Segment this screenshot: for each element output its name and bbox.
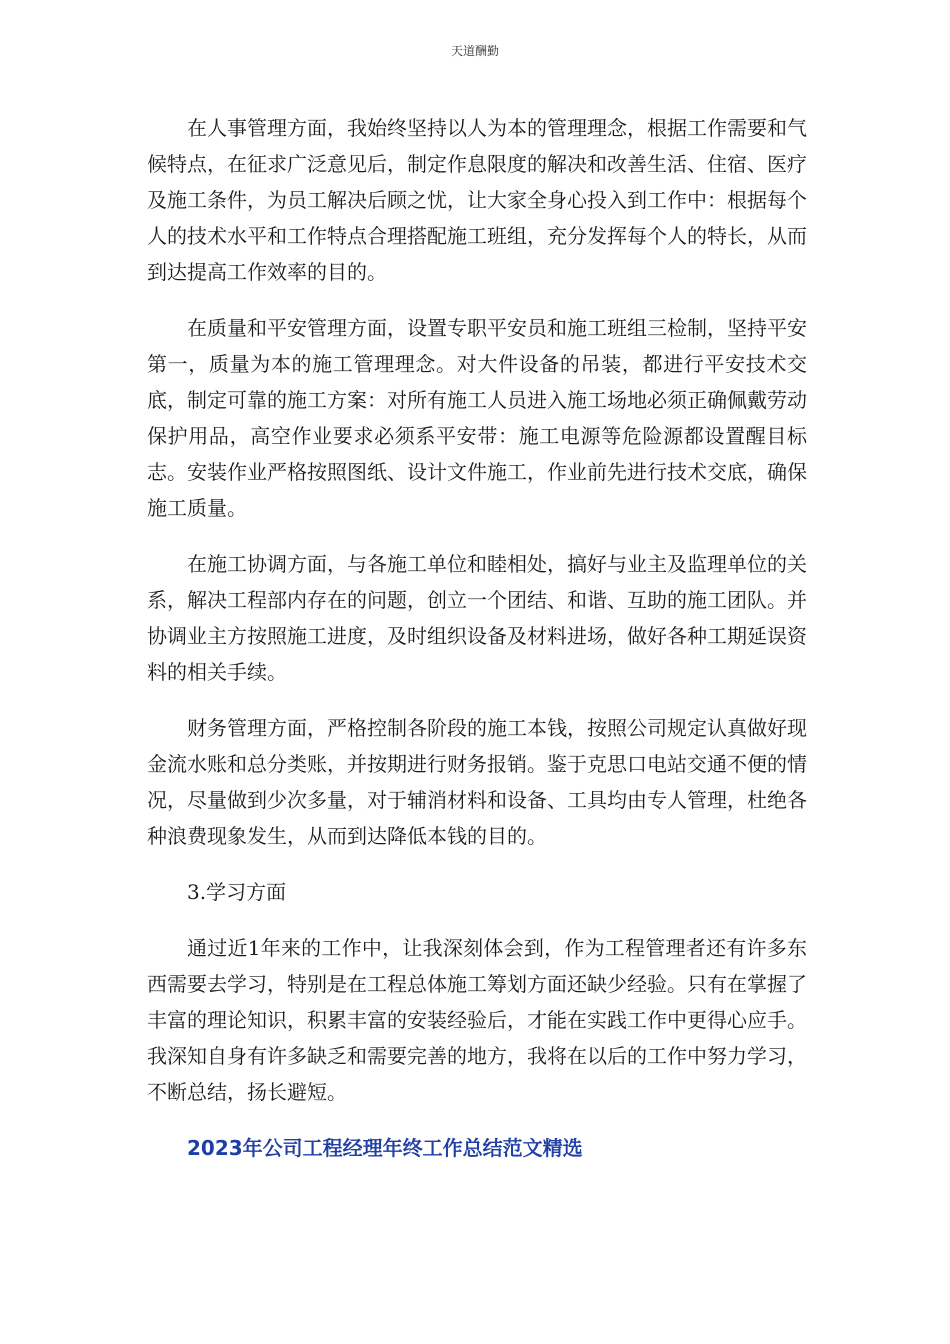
paragraph-finance: 财务管理方面，严格控制各阶段的施工本钱，按照公司规定认真做好现金流水账和总分类账，并按期进行财务报销。鉴于克思口电站交通不便的情况，尽量做到少次多量，对于辅消材料和设备、工具均由专人管理，杜绝各种浪费现象发生，从而到达降低本钱的目的。 [147, 716, 807, 848]
paragraph-personnel: 在人事管理方面，我始终坚持以人为本的管理理念，根据工作需要和气候特点，在征求广泛意见后，制定作息限度的解决和改善生活、住宿、医疗及施工条件，为员工解决后顾之忧，让大家全身心投入到工作中：根据每个人的技术水平和工作特点合理搭配施工班组，充分发挥每个人的特长，从而到达提高工作效率的目的。 [147, 116, 807, 284]
page-header: 天道酬勤 [450, 44, 499, 58]
paragraph-coordination: 在施工协调方面，与各施工单位和睦相处，搞好与业主及监理单位的关系，解决工程部内存在的问题，创立一个团结、和谐、互助的施工团队。并协调业主方按照施工进度，及时组织设备及材料进场，做好各种工期延误资料的相关手续。 [147, 552, 807, 684]
paragraph-quality-safety: 在质量和平安管理方面，设置专职平安员和施工班组三检制，坚持平安第一，质量为本的施工管理理念。对大件设备的吊装，都进行平安技术交底，制定可靠的施工方案：对所有施工人员进入施工场地必须正确佩戴劳动保护用品，高空作业要求必须系平安带：施工电源等危险源都设置醒目标志。安装作业严格按照图纸、设计文件施工，作业前先进行技术交底，确保施工质量。 [147, 316, 807, 520]
document-body [147, 110, 807, 1166]
paragraph-learning: 通过近1年来的工作中，让我深刻体会到，作为工程管理者还有许多东西需要去学习，特别是在工程总体施工筹划方面还缺少经验。只有在掌握了丰富的理论知识，积累丰富的安装经验后，才能在实践工作中更得心应手。我深知自身有许多缺乏和需要完善的地方，我将在以后的工作中努力学习，不断总结，扬长避短。 [147, 936, 807, 1104]
section-heading-learning: 3.学习方面 [187, 880, 287, 904]
next-article-title[interactable]: 2023年公司工程经理年终工作总结范文精选 [187, 1136, 583, 1160]
